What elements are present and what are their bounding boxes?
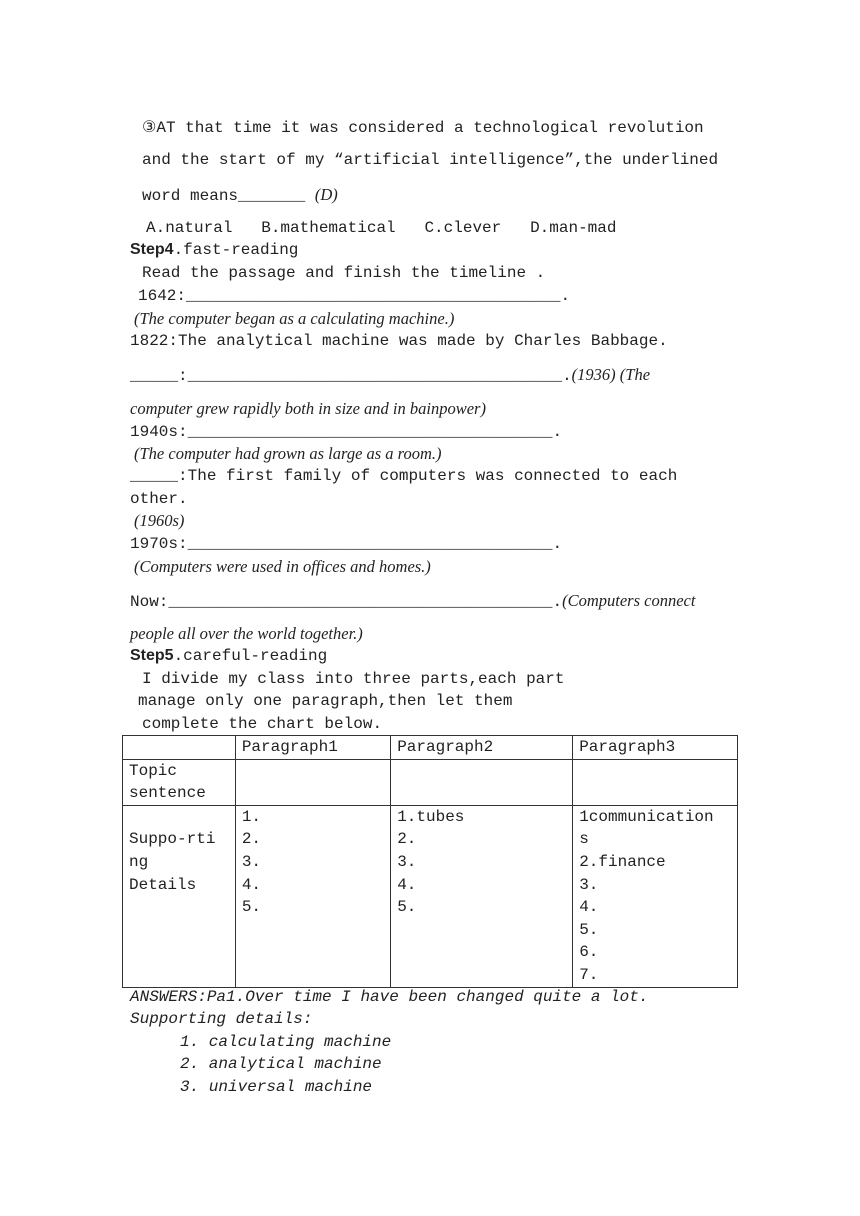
topic-label-line: Topic bbox=[129, 761, 178, 780]
answer-item: 1. calculating machine bbox=[180, 1033, 392, 1051]
list-item: 3. bbox=[397, 852, 417, 871]
list-item: 1communication bbox=[579, 807, 714, 826]
table-header-paragraph1: Paragraph1 bbox=[235, 736, 390, 760]
support-label-line: Suppo-rti bbox=[129, 830, 216, 849]
timeline-1940s-note: (The computer had grown as large as a room.) bbox=[134, 444, 442, 463]
list-item: 1.tubes bbox=[397, 807, 465, 826]
timeline-1642: 1642:_______________________________________. bbox=[138, 287, 571, 305]
step4-heading bbox=[130, 240, 298, 260]
support-label-line: Details bbox=[129, 875, 197, 894]
support-cell-p2 bbox=[391, 805, 573, 987]
table-header-row bbox=[123, 736, 738, 760]
topic-label-line: sentence bbox=[129, 784, 206, 803]
step4-instruction: Read the passage and finish the timeline . bbox=[142, 264, 546, 282]
question-3-line-2: and the start of my “artificial intelligence”,the underlined bbox=[142, 151, 719, 169]
timeline-1936 bbox=[130, 365, 650, 386]
table-header-empty bbox=[123, 736, 236, 760]
list-item: 3. bbox=[579, 875, 599, 894]
step5-subtitle: .careful-reading bbox=[173, 647, 328, 665]
support-cell-p3 bbox=[573, 805, 738, 987]
timeline-now-note-a: (Computers connect bbox=[562, 591, 696, 610]
timeline-1970s-note: (Computers were used in offices and homes.) bbox=[134, 557, 431, 576]
answers-line-1: ANSWERS:Pa1.Over time I have been changed quite a lot. bbox=[130, 988, 649, 1006]
list-item: s bbox=[579, 830, 589, 849]
topic-cell-p2 bbox=[391, 759, 573, 805]
question-3-options: A.natural B.mathematical C.clever D.man-mad bbox=[146, 219, 617, 237]
timeline-1642-note: (The computer began as a calculating machine.) bbox=[134, 309, 455, 328]
timeline-now bbox=[130, 591, 695, 612]
timeline-now-note-b: people all over the world together.) bbox=[130, 624, 363, 643]
question-3-line-1: ③AT that time it was considered a technological revolution bbox=[142, 119, 704, 137]
question-3-answer: (D) bbox=[314, 185, 338, 204]
step5-line-1: I divide my class into three parts,each part bbox=[142, 670, 565, 688]
question-3-line-3 bbox=[142, 185, 338, 206]
support-label-line: ng bbox=[129, 852, 149, 871]
support-cell-p1 bbox=[235, 805, 390, 987]
table-header-paragraph3: Paragraph3 bbox=[573, 736, 738, 760]
answer-item: 3. universal machine bbox=[180, 1078, 373, 1096]
supporting-details-label bbox=[123, 805, 236, 987]
list-item: 5. bbox=[397, 898, 417, 917]
topic-cell-p3 bbox=[573, 759, 738, 805]
topic-sentence-label bbox=[123, 759, 236, 805]
step5-title: Step5 bbox=[130, 647, 174, 664]
answer-item: 2. analytical machine bbox=[180, 1055, 382, 1073]
list-item: 1. bbox=[241, 807, 262, 826]
step5-heading bbox=[130, 646, 327, 666]
list-item: 5. bbox=[241, 898, 262, 917]
timeline-1970s: 1970s:______________________________________. bbox=[130, 535, 563, 553]
support-label-line bbox=[129, 806, 229, 829]
topic-cell-p1 bbox=[235, 759, 390, 805]
list-item: 4. bbox=[241, 875, 262, 894]
step4-title: Step4 bbox=[130, 241, 174, 258]
answers-line-2: Supporting details: bbox=[130, 1010, 313, 1028]
timeline-1960s-note: (1960s) bbox=[134, 511, 185, 530]
timeline-1960s-line-2: other. bbox=[130, 490, 188, 508]
timeline-1936-blank: _____:_______________________________________. bbox=[130, 367, 572, 385]
timeline-1936-note-b: computer grew rapidly both in size and in bainpower) bbox=[130, 399, 486, 418]
list-item: 3. bbox=[241, 852, 262, 871]
timeline-1940s: 1940s:______________________________________. bbox=[130, 423, 563, 441]
list-item: 2. bbox=[241, 830, 262, 849]
list-item: 5. bbox=[579, 920, 599, 939]
list-item: 6. bbox=[579, 943, 599, 962]
timeline-1960s-line-1: _____:The first family of computers was connected to each bbox=[130, 467, 678, 485]
list-item: 2.finance bbox=[579, 852, 666, 871]
timeline-now-blank: Now:________________________________________. bbox=[130, 593, 563, 611]
timeline-1936-note-a: (1936) (The bbox=[571, 365, 651, 384]
paragraph-chart-table bbox=[122, 735, 738, 988]
table-row-supporting bbox=[123, 805, 738, 987]
list-item: 4. bbox=[397, 875, 417, 894]
table-header-paragraph2: Paragraph2 bbox=[391, 736, 573, 760]
step5-line-3: complete the chart below. bbox=[142, 715, 383, 733]
step4-subtitle: .fast-reading bbox=[173, 241, 299, 259]
list-item: 7. bbox=[579, 965, 599, 984]
table-row-topic bbox=[123, 759, 738, 805]
timeline-1822: 1822:The analytical machine was made by Charles Babbage. bbox=[130, 332, 668, 350]
list-item: 4. bbox=[579, 898, 599, 917]
question-3-stem: word means_______ bbox=[142, 187, 306, 205]
list-item: 2. bbox=[397, 830, 417, 849]
step5-line-2: manage only one paragraph,then let them bbox=[138, 692, 513, 710]
